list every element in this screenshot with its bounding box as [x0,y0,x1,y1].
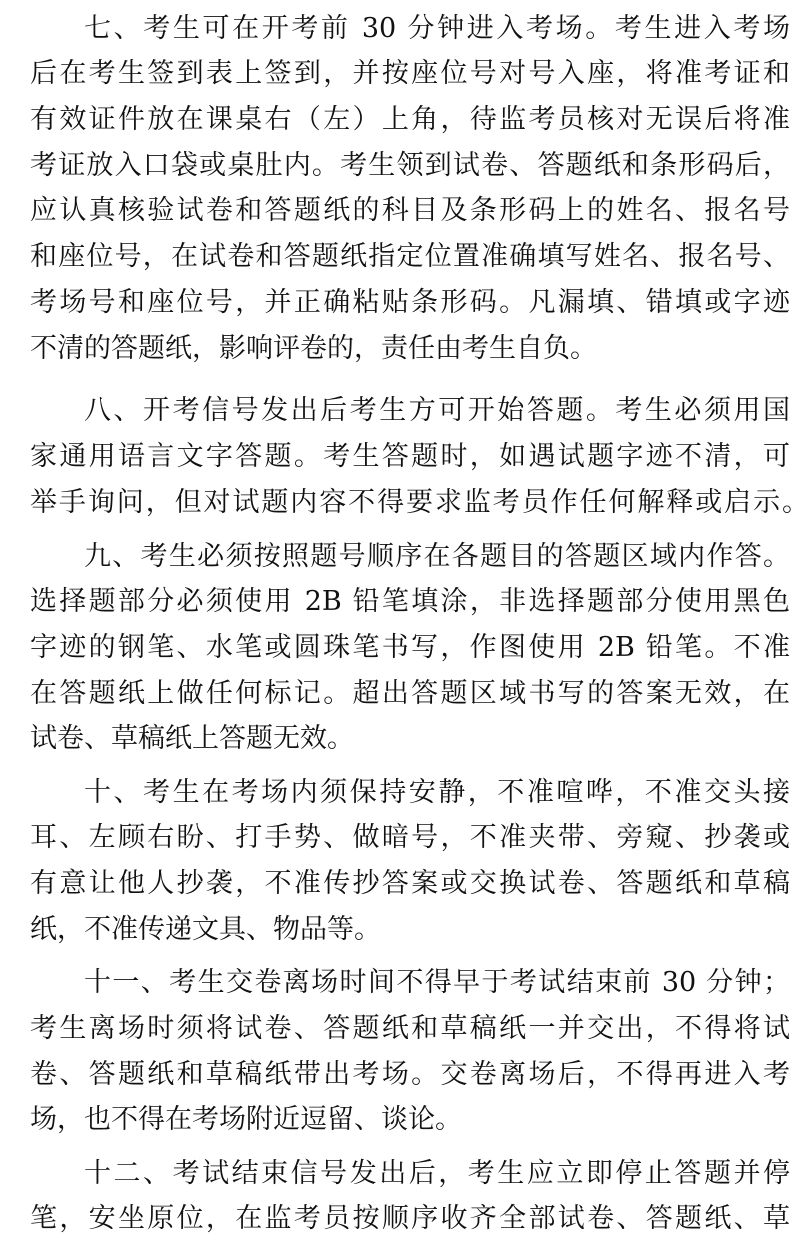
paragraph-11-line-3: 卷、答题纸和草稿纸带出考场。交卷离场后，不得再进入考 [30,1059,790,1090]
paragraph-7-line-5: 应认真核验试卷和答题纸的科目及条形码上的姓名、报名号 [30,195,790,226]
paragraph-7-line-6: 和座位号，在试卷和答题纸指定位置准确填写姓名、报名号、 [30,241,790,272]
paragraph-9-line-5: 试卷、草稿纸上答题无效。 [30,723,354,754]
paragraph-8-line-2: 家通用语言文字答题。考生答题时，如遇试题字迹不清，可 [30,441,790,472]
paragraph-11-line-2: 考生离场时须将试卷、答题纸和草稿纸一并交出，不得将试 [30,1013,790,1044]
paragraph-12-line-2: 笔，安坐原位，在监考员按顺序收齐全部试卷、答题纸、草 [30,1203,790,1234]
paragraph-7-line-3: 有效证件放在课桌右（左）上角，待监考员核对无误后将准 [30,104,790,135]
paragraph-10-line-3: 有意让他人抄袭，不准传抄答案或交换试卷、答题纸和草稿 [30,868,790,899]
paragraph-9-line-1: 九、考生必须按照题号顺序在各题目的答题区域内作答。 [84,541,790,572]
paragraph-8-line-1: 八、开考信号发出后考生方可开始答题。考生必须用国 [84,395,790,426]
paragraph-7-line-1: 七、考生可在开考前 30 分钟进入考场。考生进入考场 [84,13,790,44]
paragraph-9-line-4: 在答题纸上做任何标记。超出答题区域书写的答案无效，在 [30,678,790,709]
paragraph-9-line-2: 选择题部分必须使用 2B 铅笔填涂，非选择题部分使用黑色 [30,586,790,617]
paragraph-7-line-2: 后在考生签到表上签到，并按座位号对号入座，将准考证和 [30,58,790,89]
paragraph-10-line-1: 十、考生在考场内须保持安静，不准喧哗，不准交头接 [84,777,790,808]
paragraph-7-line-8: 不清的答题纸，影响评卷的，责任由考生自负。 [30,333,597,364]
paragraph-8-line-3: 举手询问，但对试题内容不得要求监考员作任何解释或启示。 [30,487,809,518]
paragraph-9-line-3: 字迹的钢笔、水笔或圆珠笔书写，作图使用 2B 铅笔。不准 [30,632,790,663]
paragraph-11-line-4: 场，也不得在考场附近逗留、谈论。 [30,1104,462,1135]
paragraph-10-line-2: 耳、左顾右盼、打手势、做暗号，不准夹带、旁窥、抄袭或 [30,822,790,853]
paragraph-10-line-4: 纸，不准传递文具、物品等。 [30,914,381,945]
paragraph-7-line-4: 考证放入口袋或桌肚内。考生领到试卷、答题纸和条形码后， [30,150,790,181]
paragraph-7-line-7: 考场号和座位号，并正确粘贴条形码。凡漏填、错填或字迹 [30,287,790,318]
paragraph-12-line-1: 十二、考试结束信号发出后，考生应立即停止答题并停 [84,1158,790,1189]
paragraph-11-line-1: 十一、考生交卷离场时间不得早于考试结束前 30 分钟； [84,967,790,998]
